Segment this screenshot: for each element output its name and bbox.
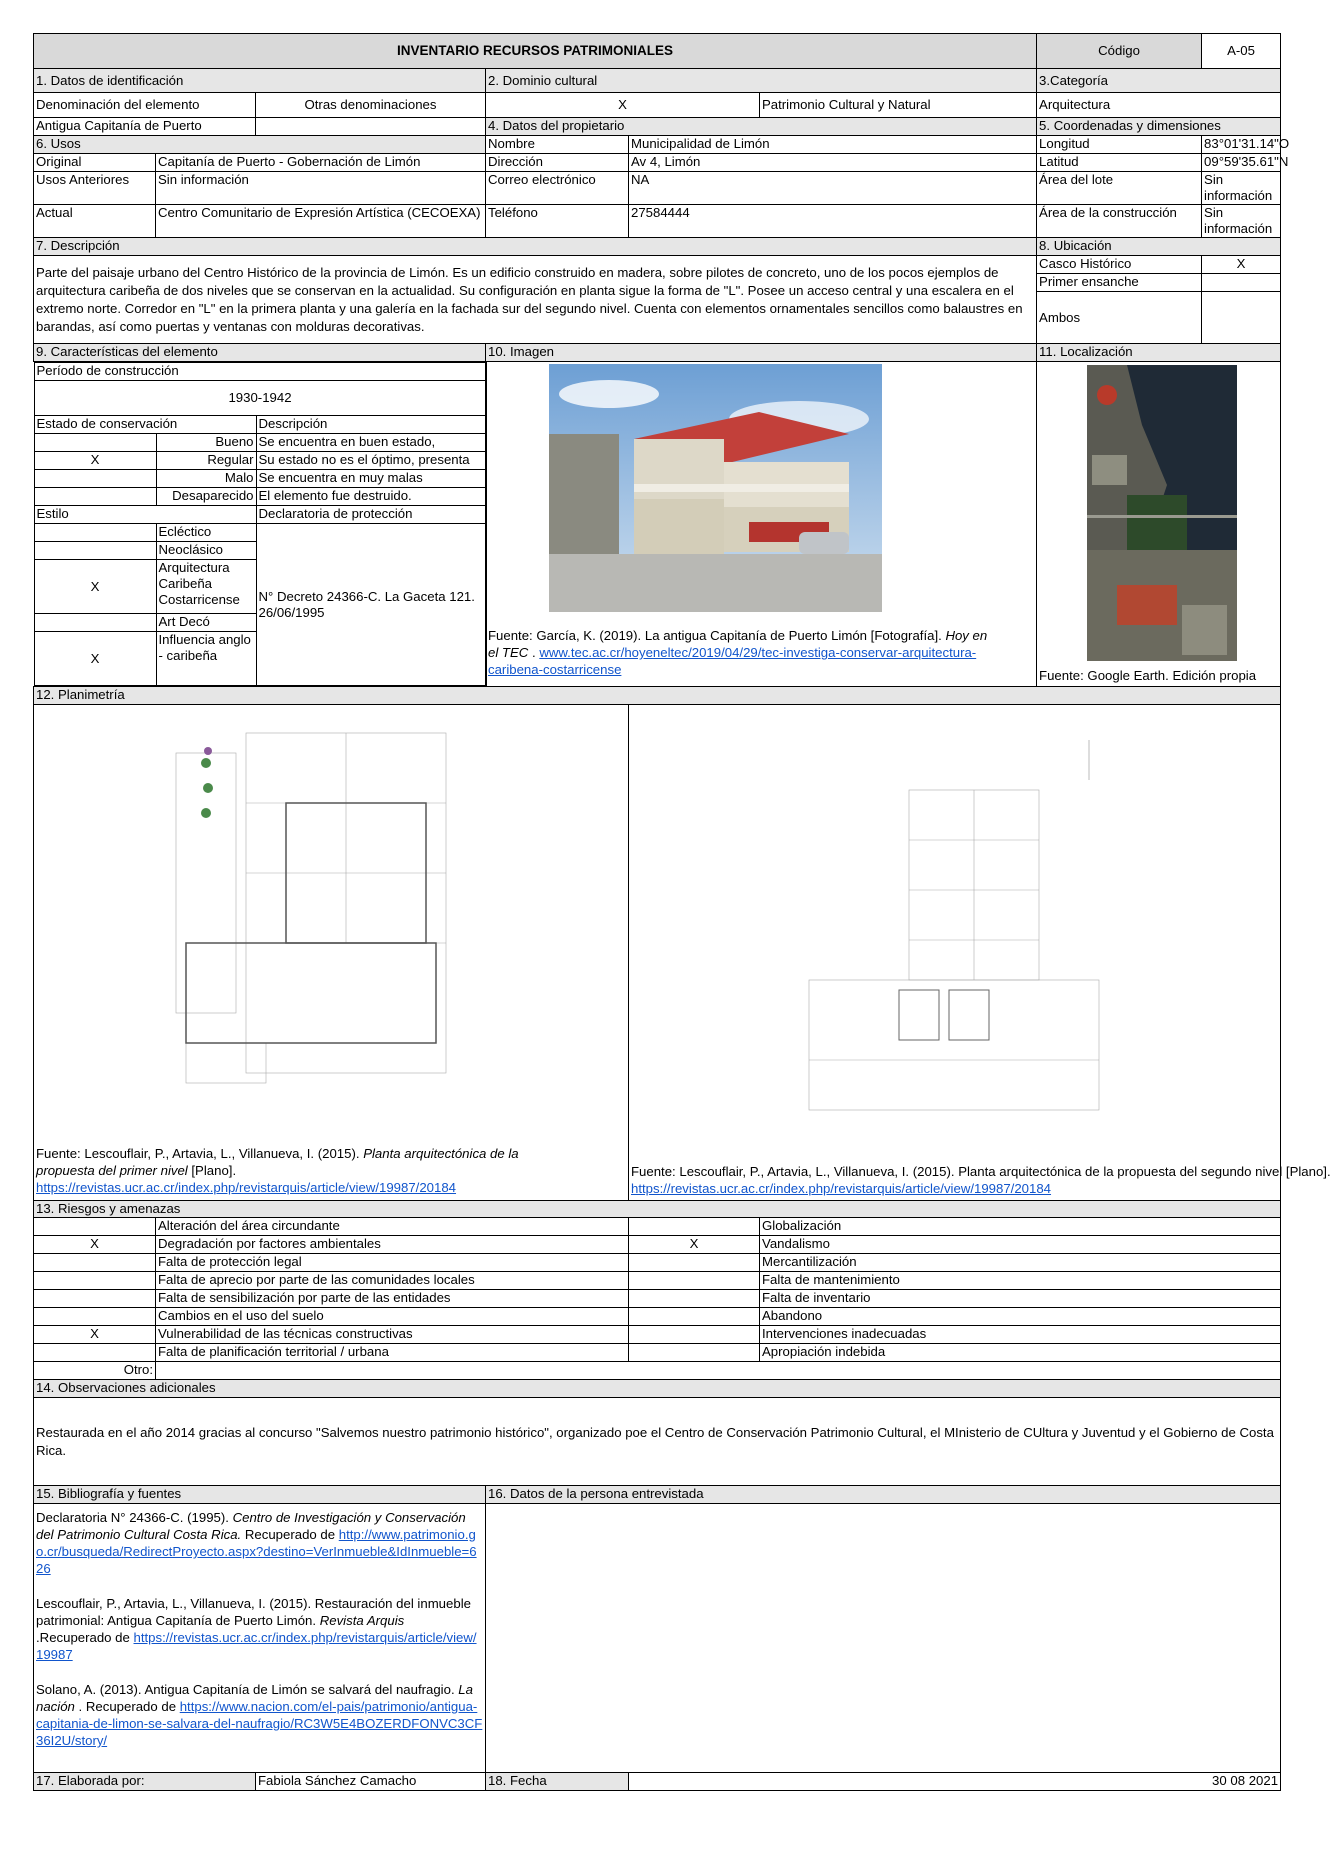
style-mark: X: [34, 632, 156, 686]
use-original-value: Capitanía de Puerto - Gobernación de Limón: [156, 154, 486, 172]
risk-item: Intervenciones inadecuadas: [760, 1326, 1281, 1344]
style-mark: [34, 542, 156, 560]
risk-item: Vandalismo: [760, 1236, 1281, 1254]
risk-item: Globalización: [760, 1218, 1281, 1236]
longitude-value: 83°01'31.14"O: [1202, 136, 1281, 154]
risk-mark: [34, 1344, 156, 1362]
style-mark: X: [34, 560, 156, 614]
other-names-label: Otras denominaciones: [256, 93, 486, 118]
build-area-value: Sin información: [1202, 205, 1281, 238]
interviewee-data: [486, 1504, 1281, 1773]
risk-mark: X: [629, 1236, 760, 1254]
bib-title: Centro de Investigación y Conservación del Patrimonio Cultural Costa Rica.: [36, 1510, 466, 1542]
lot-area-value: Sin información: [1202, 172, 1281, 205]
plan-1-source-link[interactable]: https://revistas.ucr.ac.cr/index.php/revistarquis/article/view/19987/20184: [36, 1180, 457, 1195]
category-value: Arquitectura: [1037, 93, 1281, 118]
style-mark: [34, 614, 156, 632]
element-name: Antigua Capitanía de Puerto: [34, 118, 256, 136]
risk-mark: X: [34, 1236, 156, 1254]
plan-1-source-title: Planta arquitectónica de la propuesta del primer nivel: [36, 1146, 519, 1178]
bib-text: Solano, A. (2013). Antigua Capitanía de Limón se salvará del naufragio.: [36, 1682, 459, 1697]
image-source-link[interactable]: www.tec.ac.cr/hoyeneltec/2019/04/29/tec-investiga-conservar-arquitectura-caribena-costarricense: [488, 645, 977, 677]
state-mark: [34, 470, 156, 488]
section-12-label: 12. Planimetría: [34, 687, 1281, 705]
risk-mark: X: [34, 1326, 156, 1344]
state-desc: El elemento fue destruido.: [256, 488, 486, 506]
risk-item: Abandono: [760, 1308, 1281, 1326]
section-10-label: 10. Imagen: [486, 344, 1037, 362]
risk-item: Alteración del área circundante: [156, 1218, 629, 1236]
bib-text: .Recuperado de: [36, 1630, 134, 1645]
risk-mark: [629, 1272, 760, 1290]
period-label: Período de construcción: [34, 363, 486, 381]
bib-entry: [36, 1595, 483, 1663]
location-historic-label: Casco Histórico: [1037, 256, 1202, 274]
state-mark: [34, 434, 156, 452]
risk-mark: [629, 1254, 760, 1272]
use-previous-label: Usos Anteriores: [34, 172, 156, 205]
state-desc-label: Descripción: [256, 416, 486, 434]
cultural-domain-mark: X: [486, 93, 760, 118]
section-11-label: 11. Localización: [1037, 344, 1281, 362]
bib-link[interactable]: http://www.patrimonio.go.cr/busqueda/RedirectProyecto.aspx?destino=VerInmueble&IdInmueble=626: [36, 1527, 477, 1576]
section-9-label: 9. Características del elemento: [34, 344, 486, 362]
inventory-sheet: [33, 33, 1331, 1791]
address-label: Dirección: [486, 154, 629, 172]
state-mark: [34, 488, 156, 506]
description-text: Parte del paisaje urbano del Centro Histórico de la provincia de Limón. Es un edificio construido en madera, sobre pilotes de concreto, uno de los pocos ejemplos de arquitectura caribeña de dos niveles que se conservan en la actualidad. Su configuración en planta sigue la forma de "L". Posee un acceso central y una escalera en el extremo norte. Corredor en "L" en la primera planta y una galería en la fachada sur del segundo nivel. Cuenta con elementos ornamentales sencillos como balaustres en barandas, así como puertas y ventanas con molduras decorativas.: [34, 256, 1037, 344]
building-photo: [549, 364, 882, 612]
image-source-text: Fuente: García, K. (2019). La antigua Capitanía de Puerto Limón [Fotografía].: [488, 628, 946, 643]
bib-text: Declaratoria N° 24366-C. (1995).: [36, 1510, 233, 1525]
code-value: A-05: [1202, 34, 1281, 69]
characteristics-block: [34, 362, 486, 687]
risk-mark: [34, 1272, 156, 1290]
observations-text: Restaurada en el año 2014 gracias al concurso "Salvemos nuestro patrimonio histórico", organizado poe el Centro de Conservación Patrimonio Cultural, el MInisterio de CUltura y Juventud y el Gobierno de Costa Rica.: [34, 1398, 1281, 1486]
section-2-label: 2. Dominio cultural: [486, 69, 1037, 93]
risk-item: Falta de planificación territorial / urbana: [156, 1344, 629, 1362]
use-previous-value: Sin información: [156, 172, 486, 205]
author-value: Fabiola Sánchez Camacho: [256, 1773, 486, 1791]
latitude-label: Latitud: [1037, 154, 1202, 172]
declaration-value: N° Decreto 24366-C. La Gaceta 121. 26/06/1995: [256, 524, 486, 686]
latitude-value: 09°59'35.61"N: [1202, 154, 1281, 172]
bib-text: Lescouflair, P., Artavia, L., Villanueva, I. (2015). Restauración del inmueble patrimonial: Antigua Capitanía de Puerto Limón.: [36, 1596, 471, 1628]
phone-label: Teléfono: [486, 205, 629, 238]
email-label: Correo electrónico: [486, 172, 629, 205]
floor-plan-2: [789, 730, 1119, 1140]
plan-1-cell: [34, 705, 629, 1201]
code-label: Código: [1037, 34, 1202, 69]
risk-item: Falta de aprecio por parte de las comunidades locales: [156, 1272, 629, 1290]
risk-mark: [629, 1218, 760, 1236]
section-3-label: 3.Categoría: [1037, 69, 1281, 93]
map-source: Fuente: Google Earth. Edición propia: [1039, 668, 1257, 683]
state-good: Bueno: [156, 434, 256, 452]
email-value: NA: [629, 172, 1037, 205]
plan-2-source-text: Fuente: Lescouflair, P., Artavia, L., Villanueva, I. (2015). Planta arquitectónica de la propuesta del segundo nivel [Plano].: [631, 1164, 1331, 1179]
image-source: [488, 627, 993, 678]
date-value: 30 08 2021: [629, 1773, 1281, 1791]
address-value: Av 4, Limón: [629, 154, 1037, 172]
style-anglo-caribbean: Influencia anglo - caribeña: [156, 632, 256, 686]
plan-2-source-link[interactable]: https://revistas.ucr.ac.cr/index.php/revistarquis/article/view/19987/20184: [631, 1181, 1052, 1196]
section-13-label: 13. Riesgos y amenazas: [34, 1201, 1281, 1218]
plan-2-source: [631, 1163, 1331, 1197]
floor-plan-1: [166, 713, 466, 1133]
owner-name-value: Municipalidad de Limón: [629, 136, 1037, 154]
risk-item: Cambios en el uso del suelo: [156, 1308, 629, 1326]
image-cell: [486, 362, 1037, 687]
risk-mark: [629, 1326, 760, 1344]
risk-other-label: Otro:: [34, 1362, 156, 1380]
section-15-label: 15. Bibliografía y fuentes: [34, 1486, 486, 1504]
section-16-label: 16. Datos de la persona entrevistada: [486, 1486, 1281, 1504]
bib-title: La nación: [36, 1682, 473, 1714]
risk-mark: [629, 1290, 760, 1308]
location-first-mark: [1202, 274, 1281, 292]
location-first-label: Primer ensanche: [1037, 274, 1202, 292]
section-17-label: 17. Elaborada por:: [34, 1773, 256, 1791]
risk-item: Falta de inventario: [760, 1290, 1281, 1308]
period-value: 1930-1942: [34, 381, 486, 416]
sheet-title: INVENTARIO RECURSOS PATRIMONIALES: [34, 34, 1037, 69]
plan-1-source: [36, 1145, 546, 1196]
risk-mark: [34, 1254, 156, 1272]
style-eclectic: Ecléctico: [156, 524, 256, 542]
section-7-label: 7. Descripción: [34, 238, 1037, 256]
state-desc: Su estado no es el óptimo, presenta: [256, 452, 486, 470]
style-mark: [34, 524, 156, 542]
state-mark: X: [34, 452, 156, 470]
characteristics-table: [34, 362, 487, 686]
use-current-label: Actual: [34, 205, 156, 238]
risk-other-value: [156, 1362, 1281, 1380]
state-bad: Malo: [156, 470, 256, 488]
risk-item: Mercantilización: [760, 1254, 1281, 1272]
bib-entry: [36, 1509, 483, 1577]
style-neoclassic: Neoclásico: [156, 542, 256, 560]
location-cell: [1037, 362, 1281, 687]
style-artdeco: Art Decó: [156, 614, 256, 632]
style-caribbean: Arquitectura Caribeña Costarricense: [156, 560, 256, 614]
plan-2-cell: [629, 705, 1331, 1201]
bib-text: Recuperado de: [241, 1527, 339, 1542]
section-8-label: 8. Ubicación: [1037, 238, 1281, 256]
bib-entry: [36, 1681, 483, 1749]
bibliography: [34, 1504, 486, 1773]
risk-item: Degradación por factores ambientales: [156, 1236, 629, 1254]
risk-mark: [34, 1290, 156, 1308]
risk-mark: [629, 1344, 760, 1362]
owner-name-label: Nombre: [486, 136, 629, 154]
state-regular: Regular: [156, 452, 256, 470]
section-1-label: 1. Datos de identificación: [34, 69, 486, 93]
image-source-sep: .: [528, 645, 540, 660]
risk-mark: [34, 1218, 156, 1236]
state-label: Estado de conservación: [34, 416, 256, 434]
phone-value: 27584444: [629, 205, 1037, 238]
declaration-label: Declaratoria de protección: [256, 506, 486, 524]
build-area-label: Área de la construcción: [1037, 205, 1202, 238]
satellite-map: [1087, 365, 1237, 661]
section-14-label: 14. Observaciones adicionales: [34, 1380, 1281, 1398]
bib-title: Revista Arquis: [319, 1613, 405, 1628]
denomination-label: Denominación del elemento: [34, 93, 256, 118]
location-both-label: Ambos: [1037, 292, 1202, 344]
image-source-title: Hoy en el TEC: [488, 628, 988, 660]
risk-mark: [34, 1308, 156, 1326]
section-6-label: 6. Usos: [34, 136, 486, 154]
inventory-table: [33, 33, 1331, 1791]
risk-item: Apropiación indebida: [760, 1344, 1281, 1362]
risk-item: Falta de mantenimiento: [760, 1272, 1281, 1290]
risk-item: Falta de sensibilización por parte de las entidades: [156, 1290, 629, 1308]
bib-link[interactable]: https://www.nacion.com/el-pais/patrimonio/antigua-capitania-de-limon-se-salvara-del-naufragio/RC3W5E4BOZERDFONVC3CF36I2U/story/: [36, 1699, 483, 1748]
plan-1-source-type: [Plano].: [187, 1163, 237, 1178]
bib-text: . Recuperado de: [74, 1699, 180, 1714]
longitude-label: Longitud: [1037, 136, 1202, 154]
location-historic-mark: X: [1202, 256, 1281, 274]
use-original-label: Original: [34, 154, 156, 172]
section-5-label: 5. Coordenadas y dimensiones: [1037, 118, 1281, 136]
risk-item: Vulnerabilidad de las técnicas constructivas: [156, 1326, 629, 1344]
bib-link[interactable]: https://revistas.ucr.ac.cr/index.php/revistarquis/article/view/19987: [36, 1630, 477, 1662]
style-label: Estilo: [34, 506, 256, 524]
plan-1-source-text: Fuente: Lescouflair, P., Artavia, L., Villanueva, I. (2015).: [36, 1146, 364, 1161]
section-4-label: 4. Datos del propietario: [486, 118, 1037, 136]
state-gone: Desaparecido: [156, 488, 256, 506]
use-current-value: Centro Comunitario de Expresión Artística (CECOEXA): [156, 205, 486, 238]
cultural-domain-value: Patrimonio Cultural y Natural: [760, 93, 1037, 118]
lot-area-label: Área del lote: [1037, 172, 1202, 205]
section-18-label: 18. Fecha: [486, 1773, 629, 1791]
state-desc: Se encuentra en muy malas: [256, 470, 486, 488]
state-desc: Se encuentra en buen estado,: [256, 434, 486, 452]
risk-item: Falta de protección legal: [156, 1254, 629, 1272]
risk-mark: [629, 1308, 760, 1326]
location-both-mark: [1202, 292, 1281, 344]
